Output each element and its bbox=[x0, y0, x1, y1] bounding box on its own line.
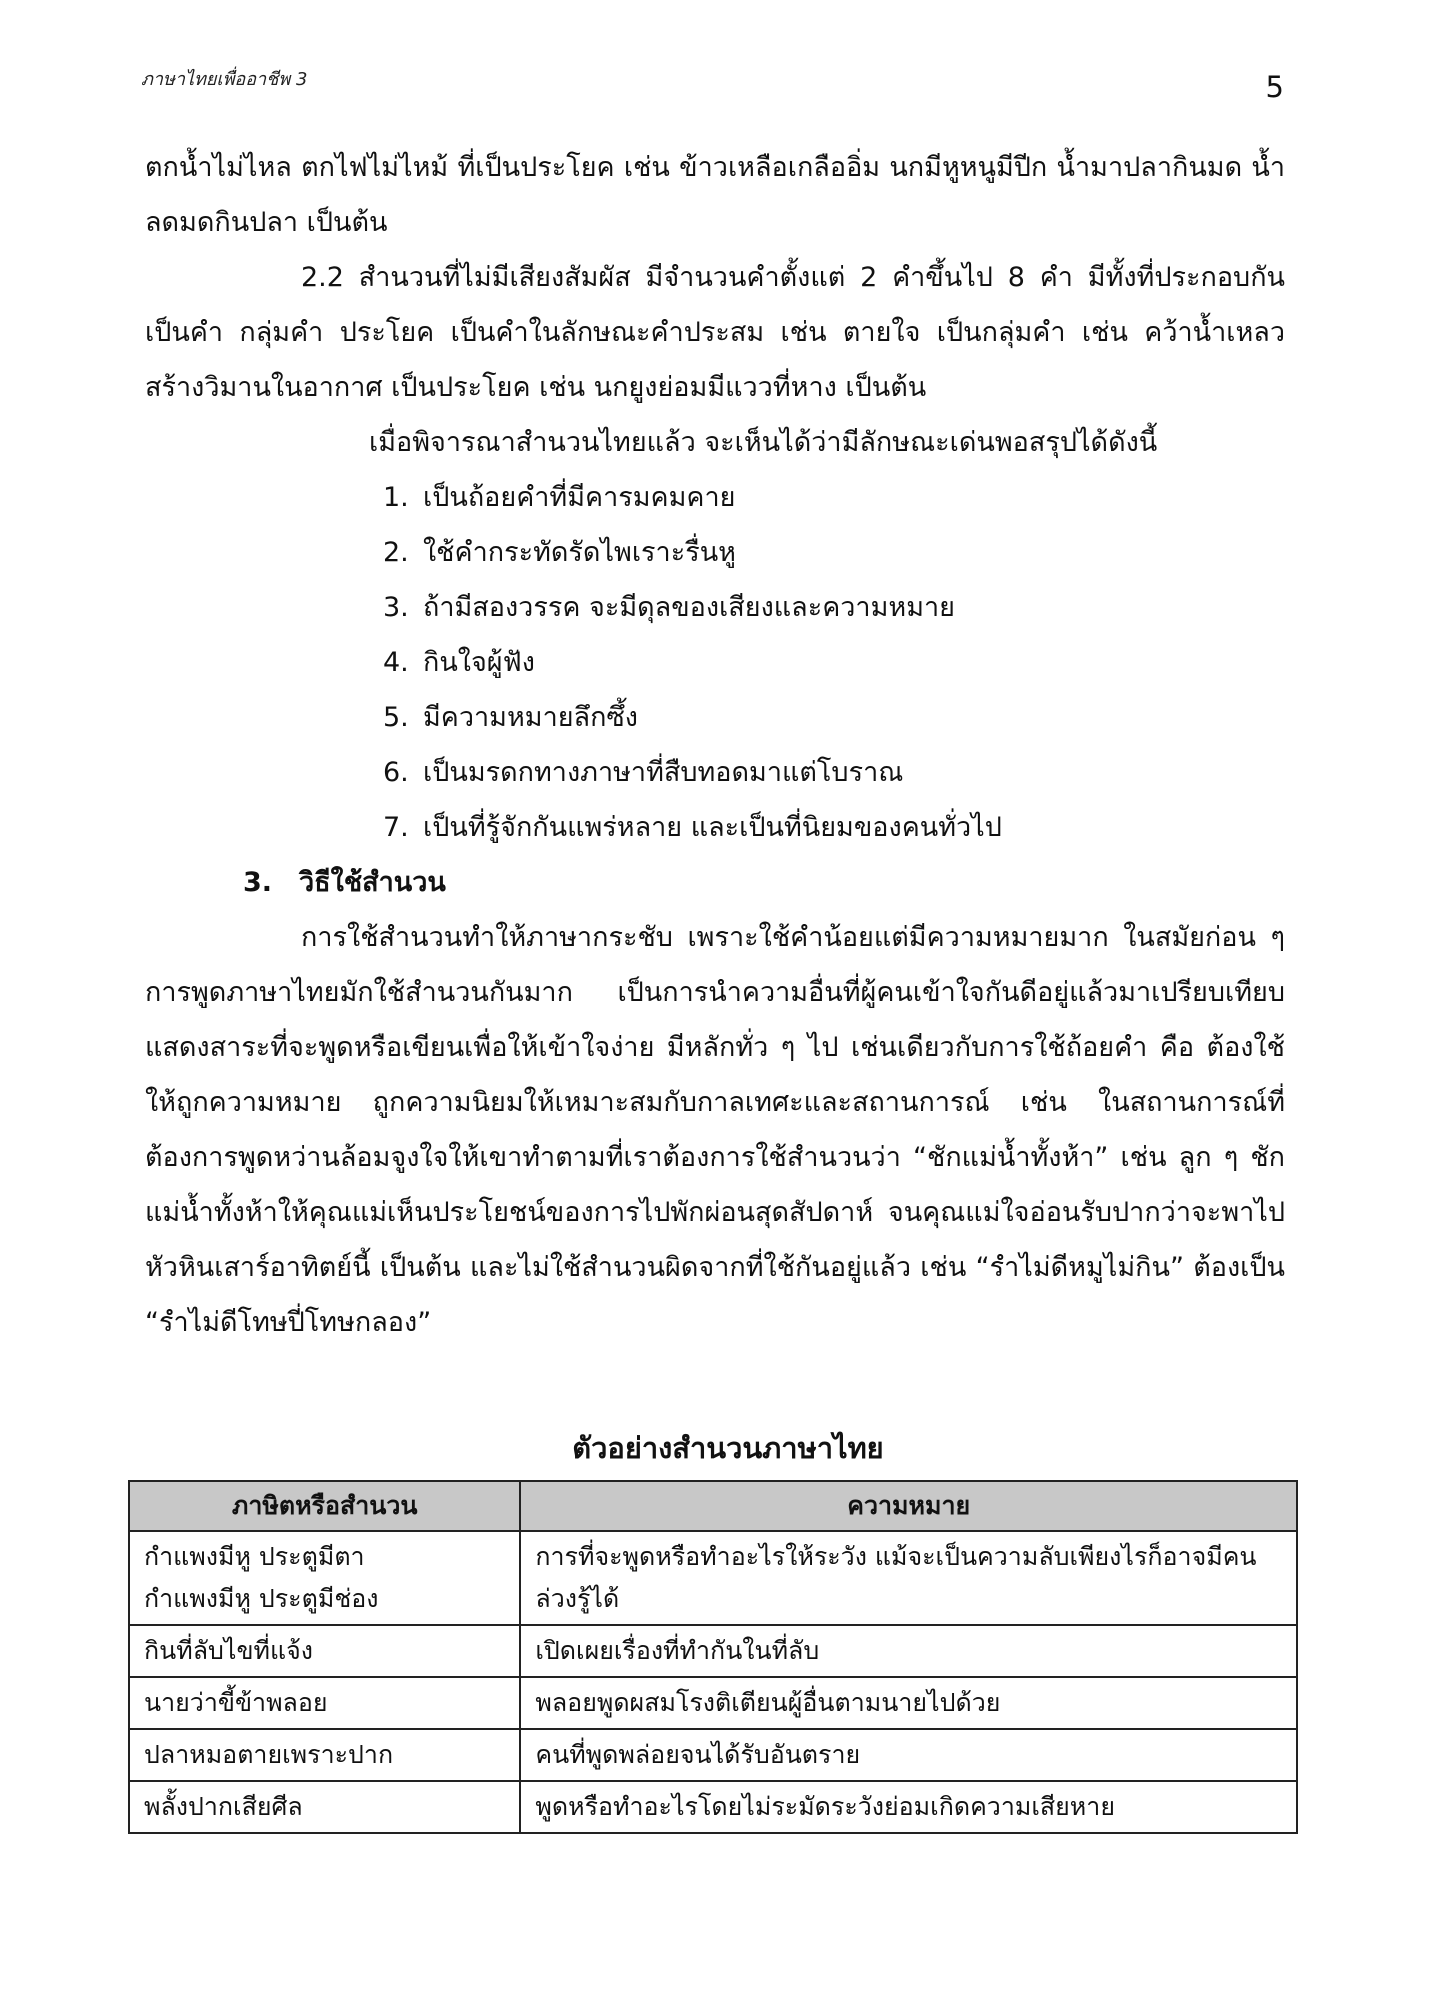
meaning-cell: คนที่พูดพล่อยจนได้รับอันตราย bbox=[520, 1729, 1297, 1781]
list-number: 4. bbox=[383, 647, 409, 678]
list-item bbox=[145, 470, 1285, 525]
meaning-cell: พูดหรือทำอะไรโดยไม่ระมัดระวังย่อมเกิดความเสียหาย bbox=[520, 1781, 1297, 1833]
list-number: 5. bbox=[383, 702, 409, 733]
list-number: 7. bbox=[383, 812, 409, 843]
list-item bbox=[145, 800, 1285, 855]
list-text: เป็นมรดกทางภาษาที่สืบทอดมาแต่โบราณ bbox=[423, 757, 904, 788]
paragraph-2-2: 2.2 สำนวนที่ไม่มีเสียงสัมผัส มีจำนวนคำตั้งแต่ 2 คำขึ้นไป 8 คำ มีทั้งที่ประกอบกันเป็นคำ กลุ่มคำ ประโยค เป็นคำในลักษณะคำประสม เช่น ตายใจ เป็นกลุ่มคำ เช่น คว้าน้ำเหลว สร้างวิมานในอากาศ เป็นประโยค เช่น นกยูงย่อมมีแววที่หาง เป็นต้น bbox=[145, 262, 1285, 403]
list-number: 2. bbox=[383, 537, 409, 568]
idiom-cell bbox=[129, 1531, 520, 1625]
meaning-cell: พลอยพูดผสมโรงติเตียนผู้อื่นตามนายไปด้วย bbox=[520, 1677, 1297, 1729]
list-text: มีความหมายลึกซึ้ง bbox=[423, 702, 638, 733]
list-item bbox=[145, 635, 1285, 690]
section-title: วิธีใช้สำนวน bbox=[299, 867, 446, 898]
table-row bbox=[129, 1729, 1297, 1781]
idiom-cell: นายว่าขี้ข้าพลอย bbox=[129, 1677, 520, 1729]
list-item bbox=[145, 745, 1285, 800]
list-item bbox=[145, 580, 1285, 635]
idiom-cell: กินที่ลับไขที่แจ้ง bbox=[129, 1625, 520, 1677]
list-number: 1. bbox=[383, 482, 409, 513]
list-item bbox=[145, 525, 1285, 580]
section-heading bbox=[145, 855, 1285, 910]
idiom-cell: พลั้งปากเสียศีล bbox=[129, 1781, 520, 1833]
list-text: ใช้คำกระทัดรัดไพเราะรื่นหู bbox=[423, 537, 736, 568]
characteristics-list bbox=[145, 470, 1285, 855]
idioms-table bbox=[128, 1480, 1298, 1834]
paragraph-continuation: ตกน้ำไม่ไหล ตกไฟไม่ไหม้ ที่เป็นประโยค เช่น ข้าวเหลือเกลืออิ่ม นกมีหูหนูมีปีก น้ำมาปลากินมด น้ำลดมดกินปลา เป็นต้น bbox=[145, 152, 1285, 238]
table-row bbox=[129, 1625, 1297, 1677]
list-text: เป็นที่รู้จักกันแพร่หลาย และเป็นที่นิยมของคนทั่วไป bbox=[423, 812, 1002, 843]
table-row bbox=[129, 1781, 1297, 1833]
table-caption: ตัวอย่างสำนวนภาษาไทย bbox=[572, 1431, 884, 1465]
table-row bbox=[129, 1531, 1297, 1625]
list-text: เป็นถ้อยคำที่มีคารมคมคาย bbox=[423, 482, 736, 513]
page-number: 5 bbox=[1265, 70, 1284, 104]
meaning-cell: การที่จะพูดหรือทำอะไรให้ระวัง แม้จะเป็นความลับเพียงไรก็อาจมีคนล่วงรู้ได้ bbox=[520, 1531, 1297, 1625]
idiom-line: กำแพงมีหู ประตูมีช่อง bbox=[144, 1584, 379, 1613]
idiom-line: กำแพงมีหู ประตูมีตา bbox=[144, 1542, 365, 1571]
section-number: 3. bbox=[243, 867, 273, 898]
paragraph-idiom-usage: การใช้สำนวนทำให้ภาษากระชับ เพราะใช้คำน้อยแต่มีความหมายมาก ในสมัยก่อน ๆ การพูดภาษาไทยมักใช้สำนวนกันมาก เป็นการนำความอื่นที่ผู้คนเข้าใจกันดีอยู่แล้วมาเปรียบเทียบแสดงสาระที่จะพูดหรือเขียนเพื่อให้เข้าใจง่าย มีหลักทั่ว ๆ ไป เช่นเดียวกับการใช้ถ้อยคำ คือ ต้องใช้ให้ถูกความหมาย ถูกความนิยมให้เหมาะสมกับกาลเทศะและสถานการณ์ เช่น ในสถานการณ์ที่ต้องการพูดหว่านล้อมจูงใจให้เขาทำตามที่เราต้องการใช้สำนวนว่า “ชักแม่น้ำทั้งห้า” เช่น ลูก ๆ ชักแม่น้ำทั้งห้าให้คุณแม่เห็นประโยชน์ของการไปพักผ่อนสุดสัปดาห์ จนคุณแม่ใจอ่อนรับปากว่าจะพาไปหัวหินเสาร์อาทิตย์นี้ เป็นต้น และไม่ใช้สำนวนผิดจากที่ใช้กันอยู่แล้ว เช่น “รำไม่ดีหมูไม่กิน” ต้องเป็น “รำไม่ดีโทษปี่โทษกลอง” bbox=[145, 922, 1285, 1338]
list-text: ถ้ามีสองวรรค จะมีดุลของเสียงและความหมาย bbox=[423, 592, 955, 623]
list-number: 6. bbox=[383, 757, 409, 788]
list-text: กินใจผู้ฟัง bbox=[423, 647, 535, 678]
body-text bbox=[145, 140, 1285, 1350]
list-item bbox=[145, 690, 1285, 745]
column-header-meaning: ความหมาย bbox=[520, 1481, 1297, 1531]
list-number: 3. bbox=[383, 592, 409, 623]
paragraph-summary-intro: เมื่อพิจารณาสำนวนไทยแล้ว จะเห็นได้ว่ามีลักษณะเด่นพอสรุปได้ดังนี้ bbox=[369, 427, 1158, 458]
meaning-cell: เปิดเผยเรื่องที่ทำกันในที่ลับ bbox=[520, 1625, 1297, 1677]
idiom-cell: ปลาหมอตายเพราะปาก bbox=[129, 1729, 520, 1781]
running-header: ภาษาไทยเพื่ออาชีพ 3 bbox=[141, 69, 308, 90]
column-header-idiom: ภาษิตหรือสำนวน bbox=[129, 1481, 520, 1531]
table-header-row bbox=[129, 1481, 1297, 1531]
table-row bbox=[129, 1677, 1297, 1729]
